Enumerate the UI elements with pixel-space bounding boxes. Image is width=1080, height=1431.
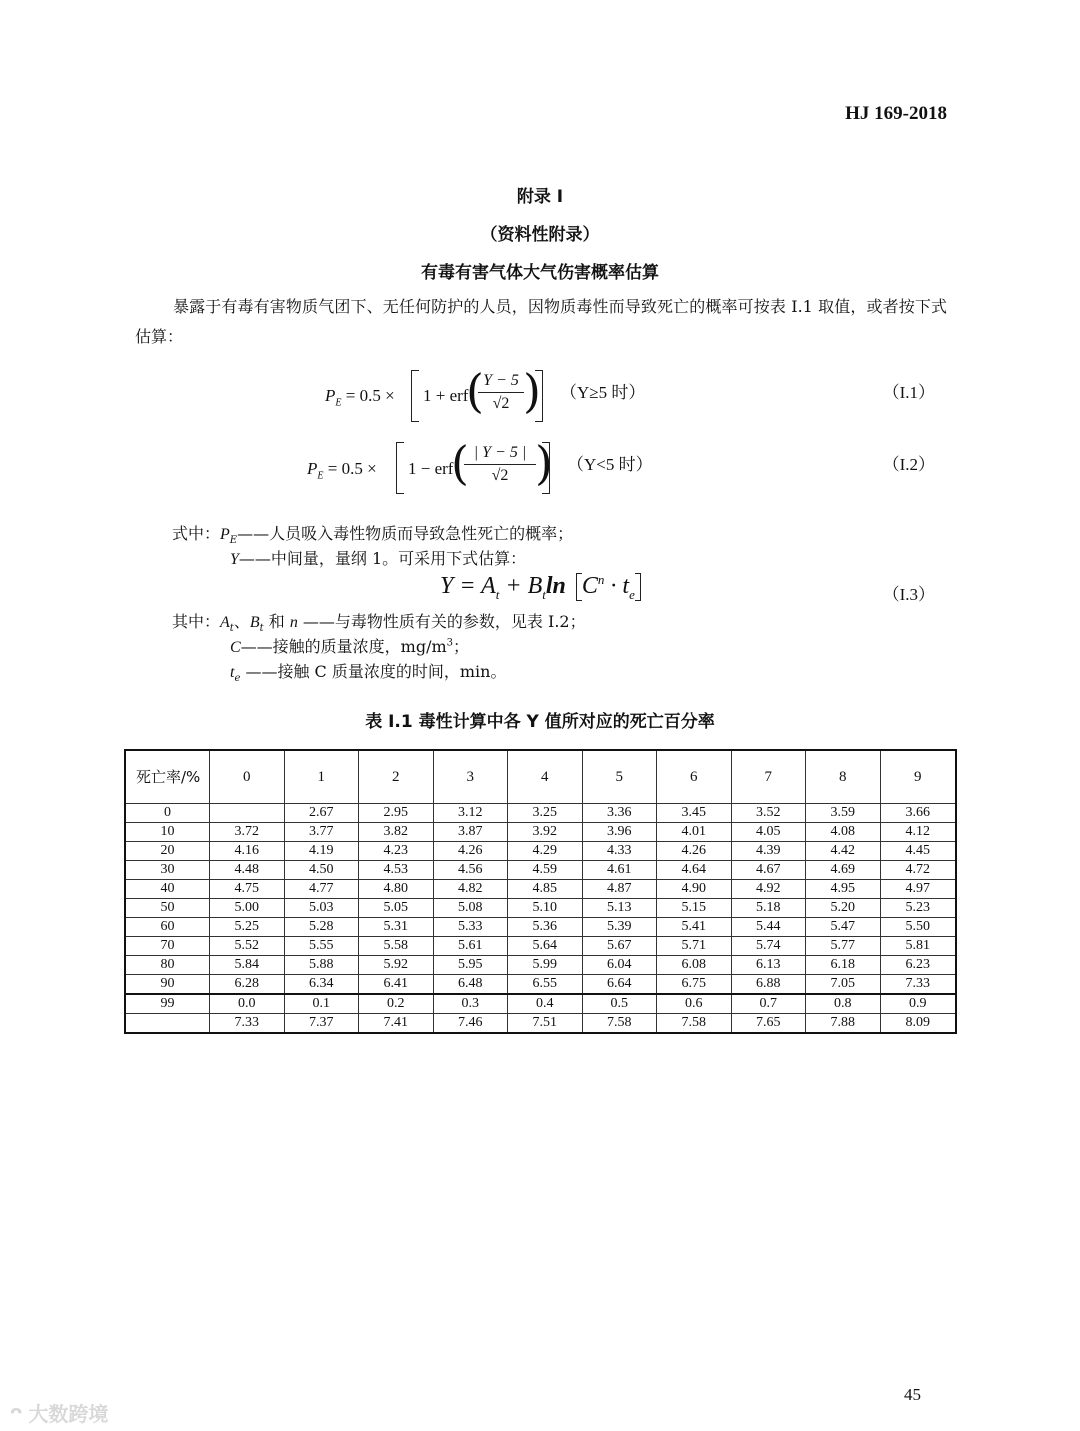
table-cell: 4.26 [433, 842, 508, 861]
table-cell: 5.64 [508, 937, 583, 956]
table-cell: 6.41 [359, 975, 434, 995]
definition-pe: 式中：$P_E——$人员吸入毒性物质而导致急性死亡的概率； [172, 524, 574, 547]
eq1-condition: （Y≥5 时） [560, 383, 646, 402]
table-cell: 5.88 [284, 956, 359, 975]
eq2-left-paren: ( [451, 436, 469, 490]
table-cell: 6.23 [880, 956, 956, 975]
eq2-fraction: $\frac{| Y - 5 |}{√2}$ [464, 444, 536, 485]
column-header: 4 [508, 750, 583, 804]
column-header: 7 [731, 750, 806, 804]
table-cell: 3.96 [582, 823, 657, 842]
table-cell: 5.08 [433, 899, 508, 918]
table-cell: 6.08 [657, 956, 732, 975]
table-cell: 4.72 [880, 861, 956, 880]
table-cell: 6.18 [806, 956, 881, 975]
column-header: 3 [433, 750, 508, 804]
table-cell: 3.77 [284, 823, 359, 842]
eq1-right-paren: ) [523, 364, 541, 418]
column-header: 8 [806, 750, 881, 804]
table-cell: 3.82 [359, 823, 434, 842]
table-cell: 4.75 [210, 880, 285, 899]
mortality-table-body [125, 750, 956, 1033]
table-cell: 5.13 [582, 899, 657, 918]
table-cell: 4.80 [359, 880, 434, 899]
column-header: 9 [880, 750, 956, 804]
mortality-table [124, 749, 957, 1034]
table-cell: 6.88 [731, 975, 806, 995]
table-cell: 5.03 [284, 899, 359, 918]
row-label: 70 [125, 937, 210, 956]
eq2-condition: （Y<5 时） [567, 455, 653, 474]
table-cell: 5.44 [731, 918, 806, 937]
table-cell: 4.33 [582, 842, 657, 861]
eq3: $Y = A_t + B_t\ln$ $C^n \cdot t_e$ [440, 572, 641, 603]
section-title: 有毒有害气体大气伤害概率估算 [421, 263, 659, 283]
table-cell: 5.20 [806, 899, 881, 918]
table-cell: 6.04 [582, 956, 657, 975]
eq1-left-paren: ( [466, 364, 484, 418]
table-cell: 2.95 [359, 804, 434, 823]
table-cell: 7.33 [880, 975, 956, 995]
table-cell: 4.26 [657, 842, 732, 861]
table-cell: 0.4 [508, 994, 583, 1014]
eq2-right-paren: ) [535, 436, 553, 490]
table-cell: 3.72 [210, 823, 285, 842]
table-cell: 6.75 [657, 975, 732, 995]
table-row [125, 994, 956, 1014]
table-row [125, 937, 956, 956]
page-number: 45 [904, 1385, 921, 1404]
table-cell: 5.15 [657, 899, 732, 918]
definition-params: 其中：$A_t$、$B_t$ 和 n ——与毒物性质有关的参数，见表 I.2； [172, 612, 586, 635]
table-cell: 6.55 [508, 975, 583, 995]
table-cell: 5.39 [582, 918, 657, 937]
intro-paragraph: 暴露于有毒有害物质气团下、无任何防护的人员，因物质毒性而导致死亡的概率可按表 I.1 取值，或者按下式估算： [135, 297, 947, 346]
column-header: 0 [210, 750, 285, 804]
table-cell: 5.36 [508, 918, 583, 937]
document-code: HJ 169-2018 [845, 103, 947, 124]
table-row [125, 918, 956, 937]
table-cell: 4.48 [210, 861, 285, 880]
table-cell: 4.42 [806, 842, 881, 861]
table-cell: 4.64 [657, 861, 732, 880]
row-label: 20 [125, 842, 210, 861]
eq1-right-bracket [535, 370, 543, 422]
table-cell: 4.39 [731, 842, 806, 861]
table-cell: 5.28 [284, 918, 359, 937]
table-cell: 7.88 [806, 1014, 881, 1034]
table-cell: 4.67 [731, 861, 806, 880]
table-cell: 4.05 [731, 823, 806, 842]
table-cell: 4.59 [508, 861, 583, 880]
table-cell: 4.50 [284, 861, 359, 880]
table-cell: 4.56 [433, 861, 508, 880]
table-cell: 5.99 [508, 956, 583, 975]
eq1-left-bracket [411, 370, 419, 422]
appendix-subtitle: （资料性附录） [480, 225, 600, 245]
table-cell: 5.81 [880, 937, 956, 956]
row-label: 30 [125, 861, 210, 880]
table-cell: 8.09 [880, 1014, 956, 1034]
table-caption: 表 I.1 毒性计算中各 Y 值所对应的死亡百分率 [365, 712, 715, 732]
table-cell: 4.45 [880, 842, 956, 861]
row-label: 0 [125, 804, 210, 823]
table-row [125, 1014, 956, 1034]
table-cell: 5.77 [806, 937, 881, 956]
table-cell: 4.95 [806, 880, 881, 899]
table-cell: 6.64 [582, 975, 657, 995]
table-row [125, 880, 956, 899]
table-row [125, 823, 956, 842]
table-cell: 4.08 [806, 823, 881, 842]
eq2-left-bracket [396, 442, 404, 494]
row-label: 50 [125, 899, 210, 918]
table-cell: 5.52 [210, 937, 285, 956]
table-cell: 0.7 [731, 994, 806, 1014]
row-label: 60 [125, 918, 210, 937]
table-cell: 5.33 [433, 918, 508, 937]
eq1-inner: 1 + erf [423, 386, 469, 405]
table-cell: 0.9 [880, 994, 956, 1014]
table-cell: 2.67 [284, 804, 359, 823]
eq1-number: （I.1） [882, 383, 935, 402]
table-cell: 3.52 [731, 804, 806, 823]
table-cell: 4.29 [508, 842, 583, 861]
table-cell: 5.61 [433, 937, 508, 956]
table-cell: 5.23 [880, 899, 956, 918]
table-cell: 4.53 [359, 861, 434, 880]
table-cell: 4.87 [582, 880, 657, 899]
table-cell: 3.25 [508, 804, 583, 823]
table-cell [210, 804, 285, 823]
row-label: 40 [125, 880, 210, 899]
table-cell: 4.90 [657, 880, 732, 899]
table-cell: 5.31 [359, 918, 434, 937]
table-cell: 4.01 [657, 823, 732, 842]
row-label: 99 [125, 994, 210, 1014]
table-cell: 5.74 [731, 937, 806, 956]
watermark-text: 大数跨境 [28, 1402, 109, 1426]
table-cell: 4.69 [806, 861, 881, 880]
definition-te: $t_e$ ——接触 C 质量浓度的时间，min。 [230, 662, 507, 685]
table-cell: 4.92 [731, 880, 806, 899]
table-row [125, 899, 956, 918]
table-row [125, 861, 956, 880]
table-row [125, 842, 956, 861]
table-cell: 3.87 [433, 823, 508, 842]
watermark-logo-icon: ᴖ [10, 1402, 23, 1423]
table-cell: 5.84 [210, 956, 285, 975]
eq3-number: （I.3） [882, 585, 935, 604]
table-cell: 5.05 [359, 899, 434, 918]
table-cell: 6.28 [210, 975, 285, 995]
definition-y: Y——中间量，量纲 1。可采用下式估算： [230, 549, 527, 568]
table-cell: 0.6 [657, 994, 732, 1014]
table-cell: 5.00 [210, 899, 285, 918]
table-cell: 7.37 [284, 1014, 359, 1034]
table-cell: 0.0 [210, 994, 285, 1014]
table-cell: 6.48 [433, 975, 508, 995]
table-cell: 0.1 [284, 994, 359, 1014]
table-cell: 3.92 [508, 823, 583, 842]
table-cell: 3.45 [657, 804, 732, 823]
table-cell: 4.82 [433, 880, 508, 899]
table-cell: 4.23 [359, 842, 434, 861]
column-header: 5 [582, 750, 657, 804]
table-cell: 6.34 [284, 975, 359, 995]
table-cell: 5.95 [433, 956, 508, 975]
table-cell: 7.51 [508, 1014, 583, 1034]
table-cell: 7.58 [582, 1014, 657, 1034]
table-cell: 4.16 [210, 842, 285, 861]
table-cell: 3.66 [880, 804, 956, 823]
table-cell: 7.05 [806, 975, 881, 995]
table-row [125, 804, 956, 823]
watermark [10, 1398, 108, 1427]
appendix-title: 附录 I [516, 187, 564, 207]
eq2-inner: 1 − erf [408, 459, 454, 478]
eq2-number: （I.2） [882, 455, 935, 474]
eq1-fraction: $\frac{Y - 5}{√2}$ [478, 372, 524, 413]
table-cell: 6.13 [731, 956, 806, 975]
table-cell: 5.18 [731, 899, 806, 918]
table-cell: 4.19 [284, 842, 359, 861]
table-cell: 7.58 [657, 1014, 732, 1034]
table-cell: 5.25 [210, 918, 285, 937]
eq1-lhs: $P_E = 0.5$ × [325, 386, 395, 409]
table-cell: 4.97 [880, 880, 956, 899]
table-cell: 4.12 [880, 823, 956, 842]
table-cell: 4.77 [284, 880, 359, 899]
table-cell: 5.55 [284, 937, 359, 956]
table-cell: 0.8 [806, 994, 881, 1014]
table-cell: 7.41 [359, 1014, 434, 1034]
eq2-lhs: $P_E = 0.5$ × [307, 459, 377, 482]
table-cell: 7.65 [731, 1014, 806, 1034]
table-cell: 3.36 [582, 804, 657, 823]
table-cell: 5.47 [806, 918, 881, 937]
table-corner-label: 死亡率/% [125, 750, 210, 804]
table-cell: 5.92 [359, 956, 434, 975]
table-row [125, 975, 956, 995]
table-header-row [125, 750, 956, 804]
table-cell: 5.10 [508, 899, 583, 918]
table-cell: 3.59 [806, 804, 881, 823]
table-cell: 5.67 [582, 937, 657, 956]
column-header: 1 [284, 750, 359, 804]
row-label: 80 [125, 956, 210, 975]
definition-c: C——接触的质量浓度，$mg/m^3$； [230, 637, 470, 656]
table-cell: 0.3 [433, 994, 508, 1014]
table-cell: 5.71 [657, 937, 732, 956]
table-row [125, 956, 956, 975]
table-cell: 3.12 [433, 804, 508, 823]
row-label: 90 [125, 975, 210, 995]
eq2-right-bracket [542, 442, 550, 494]
table-cell: 7.33 [210, 1014, 285, 1034]
table-cell: 4.85 [508, 880, 583, 899]
table-cell: 5.58 [359, 937, 434, 956]
table-cell: 7.46 [433, 1014, 508, 1034]
row-label: 10 [125, 823, 210, 842]
table-cell: 4.61 [582, 861, 657, 880]
row-label [125, 1014, 210, 1034]
column-header: 2 [359, 750, 434, 804]
table-cell: 5.41 [657, 918, 732, 937]
table-cell: 0.5 [582, 994, 657, 1014]
column-header: 6 [657, 750, 732, 804]
table-cell: 0.2 [359, 994, 434, 1014]
table-cell: 5.50 [880, 918, 956, 937]
